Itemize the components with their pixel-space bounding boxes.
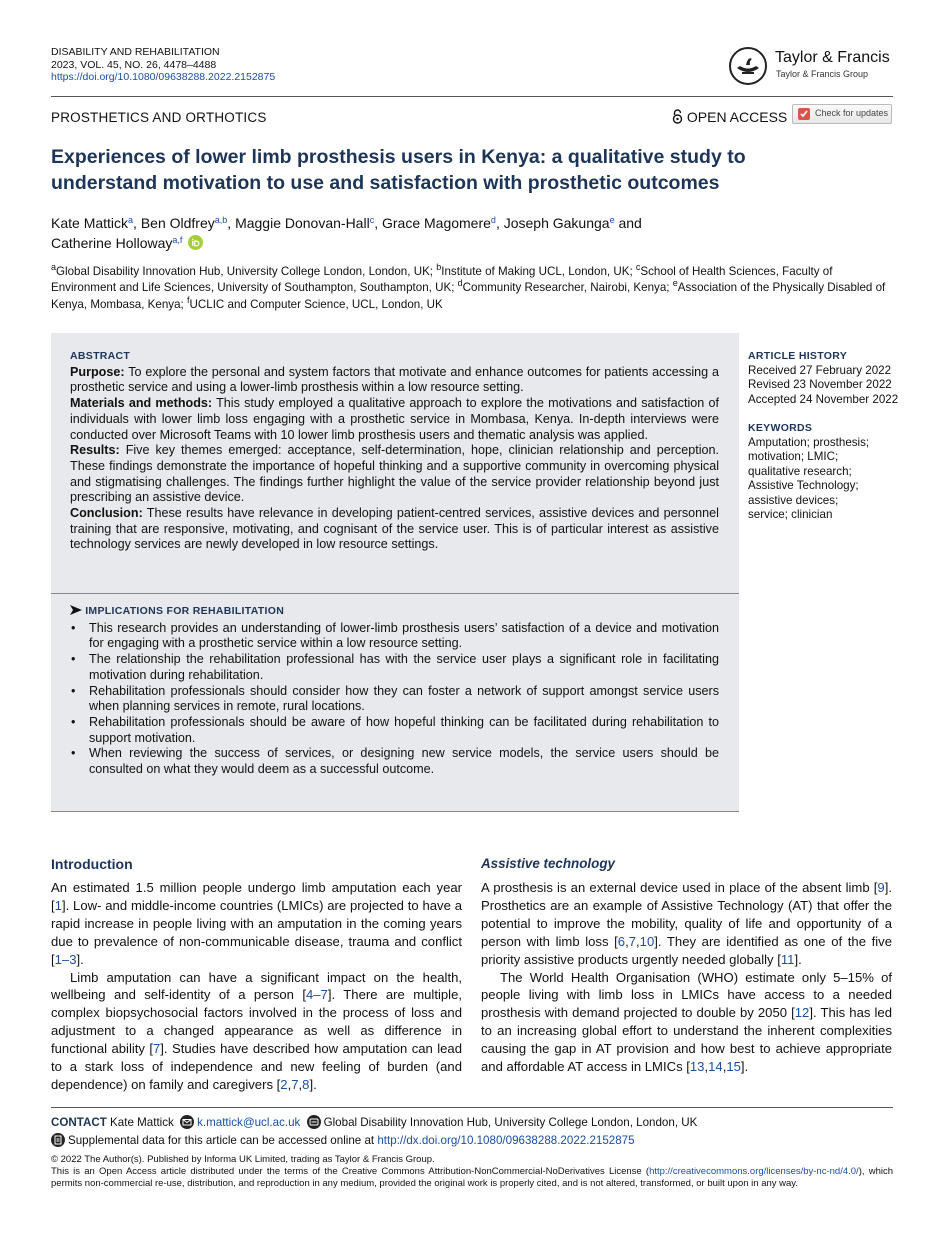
journal-name: DISABILITY AND REHABILITATION bbox=[51, 46, 220, 58]
paragraph bbox=[51, 969, 462, 1094]
affiliation-text: Institute of Making UCL, London, UK; bbox=[441, 265, 636, 278]
affiliation-key: c bbox=[635, 262, 641, 272]
affiliation-key: e bbox=[672, 278, 678, 289]
assistive-technology-heading: Assistive technology bbox=[481, 856, 615, 871]
publisher-name: Taylor & Francis bbox=[775, 49, 890, 66]
paragraph-text: ]. They are identified as one of the five priority assistive products urgently needed globally [ bbox=[481, 933, 892, 967]
abstract-purpose-text: To explore the personal and system factors that motivate and enhance outcomes for patients accessing a prosthetic service and using a lower-limb prosthesis within a low resource setting. bbox=[70, 364, 719, 395]
paragraph-text: Limb amputation can have a significant impact on the health, wellbeing and self-identity of a person [ bbox=[51, 969, 462, 1003]
taylor-francis-lamp-icon bbox=[728, 46, 768, 86]
affiliation-key: b bbox=[436, 262, 442, 272]
paragraph bbox=[51, 879, 462, 969]
affiliation-key: f bbox=[186, 294, 190, 305]
contact-label: CONTACT bbox=[51, 1116, 107, 1129]
author-name: Catherine Holloway bbox=[51, 235, 173, 251]
keyword-line: qualitative research; bbox=[748, 464, 852, 478]
orcid-icon[interactable] bbox=[188, 235, 203, 250]
citation-link[interactable]: 8 bbox=[302, 1076, 310, 1092]
author-separator: , bbox=[227, 215, 236, 231]
abstract-conclusion-text: These results have relevance in developing patient-centred services, assistive devices and personnel training that are responsive, motivating, and cognisant of the service user. This is of particular interest as assistive technology services are newly developed in low resource settings. bbox=[70, 506, 719, 552]
keyword-line: service; clinician bbox=[748, 508, 833, 521]
paragraph-text: ]. This has led to an increasing global effort to understand the inherent complexities causing the gap in AT provision and how best to achieve appropriate and affordable AT access in LMICs [ bbox=[481, 1005, 892, 1075]
supplemental-link[interactable]: http://dx.doi.org/10.1080/09638288.2022.2152875 bbox=[377, 1134, 635, 1147]
abstract-divider bbox=[51, 593, 739, 594]
header-divider bbox=[51, 96, 893, 97]
implications-for-rehabilitation bbox=[70, 604, 719, 778]
author-affiliation[interactable]: e bbox=[609, 215, 615, 225]
supplemental-text: Supplemental data for this article can be accessed online at bbox=[68, 1134, 378, 1147]
introduction-heading: Introduction bbox=[51, 856, 133, 872]
list-item: • Rehabilitation professionals should be aware of how hopeful thinking can be facilitated during rehabilitation to support motivation. bbox=[70, 715, 719, 746]
affiliation-text: Global Disability Innovation Hub, University College London, London, UK; bbox=[56, 265, 437, 278]
affiliation-text: Community Researcher, Nairobi, Kenya; bbox=[462, 281, 673, 295]
license-text-end: ), which permits non-commercial re-use, distribution, and reproduction in any medium, provided the original work is properly cited, and is not altered, transformed, or built upon in any way. bbox=[51, 1166, 893, 1189]
citation-link[interactable]: 2 bbox=[280, 1076, 288, 1092]
paragraph-text: , bbox=[636, 933, 640, 949]
author-name: Joseph Gakunga bbox=[503, 215, 610, 231]
author-separator: and bbox=[614, 215, 642, 231]
implications-list bbox=[70, 621, 719, 778]
list-item: • When reviewing the success of services, or designing new service models, the service users should be consulted on what they would deem as a successful outcome. bbox=[70, 746, 719, 777]
paragraph-text: ]. bbox=[309, 1076, 317, 1092]
history-revised: Revised 23 November 2022 bbox=[748, 378, 892, 391]
affiliation-key: d bbox=[457, 278, 463, 289]
author-name: Grace Magomere bbox=[381, 215, 491, 231]
article-history bbox=[748, 349, 908, 407]
paragraph-text: , bbox=[704, 1059, 709, 1075]
keywords bbox=[748, 421, 908, 523]
paragraph-text: ]. bbox=[76, 951, 84, 967]
author-affiliation[interactable]: a,b bbox=[214, 215, 228, 225]
affiliation-text: School of Health Sciences, Faculty of Environment and Life Sciences, University of Southampton, Southampton, UK; bbox=[51, 265, 833, 295]
check-updates-icon bbox=[797, 107, 811, 121]
check-for-updates-button[interactable] bbox=[792, 104, 892, 124]
abstract-methods bbox=[70, 396, 719, 443]
publisher-logo[interactable] bbox=[728, 46, 898, 86]
journal-doi-link[interactable]: https://doi.org/10.1080/09638288.2022.2152875 bbox=[51, 71, 276, 84]
arrow-icon bbox=[70, 605, 82, 615]
contact-address: Global Disability Innovation Hub, University College London, London, UK bbox=[323, 1116, 698, 1129]
paragraph-text: An estimated 1.5 million people undergo limb amputation each year [ bbox=[51, 880, 462, 913]
author-name: Kate Mattick bbox=[51, 215, 129, 231]
citation-link[interactable]: 14 bbox=[708, 1059, 723, 1075]
author-name: Maggie Donovan-Hall bbox=[235, 215, 370, 231]
affiliations bbox=[51, 264, 896, 313]
license-text-start: This is an Open Access article distributed under the terms of the Creative Commons Attribution-NonCommercial-NoDerivatives License ( bbox=[51, 1166, 650, 1177]
paragraph bbox=[481, 969, 892, 1076]
publisher-group: Taylor & Francis Group bbox=[776, 69, 869, 79]
citation-link[interactable]: 12 bbox=[794, 1005, 810, 1021]
citation-link[interactable]: 15 bbox=[726, 1059, 741, 1075]
author-list bbox=[51, 213, 881, 253]
citation-link[interactable]: 10 bbox=[639, 933, 655, 949]
keyword-line: assistive devices; bbox=[748, 493, 839, 507]
history-accepted: Accepted 24 November 2022 bbox=[748, 392, 899, 406]
author-name: Ben Oldfrey bbox=[140, 215, 215, 231]
list-item: • This research provides an understanding of lower-limb prosthesis users’ satisfaction of a device and motivation for engaging with a prosthetic service within a low resource setting. bbox=[70, 621, 719, 652]
keyword-line: motivation; LMIC; bbox=[748, 450, 839, 463]
email-icon bbox=[180, 1115, 194, 1129]
citation-link[interactable]: 11 bbox=[780, 951, 795, 967]
abstract-results bbox=[70, 443, 719, 506]
list-item: • The relationship the rehabilitation professional has with the service user plays a significant role in facilitating motivation during rehabilitation. bbox=[70, 652, 719, 683]
citation-link[interactable]: 13 bbox=[689, 1059, 705, 1075]
citation-link[interactable]: 7 bbox=[291, 1076, 299, 1092]
affiliation-text: UCLIC and Computer Science, UCL, London, UK bbox=[189, 297, 443, 311]
abstract-heading: ABSTRACT bbox=[70, 350, 131, 362]
paragraph-text: , bbox=[298, 1076, 303, 1092]
body-column-left bbox=[51, 855, 462, 1094]
paragraph-text: The World Health Organisation (WHO) estimate only 5–15% of people living with limb loss in LMICs have access to a needed prosthesis with demand projected to double by 2050 [ bbox=[481, 969, 892, 1021]
paragraph-text: ]. Prosthetics are an example of Assistive Technology (AT) that offer the potential to improve the mobility, quality of life and opportunity of a person with limb loss [ bbox=[481, 880, 892, 949]
address-icon bbox=[307, 1115, 321, 1129]
abstract-purpose-label: Purpose: bbox=[70, 364, 125, 379]
open-access-label: OPEN ACCESS bbox=[686, 109, 788, 125]
license-text bbox=[51, 1166, 893, 1190]
journal-volume: 2023, VOL. 45, NO. 26, 4478–4488 bbox=[51, 58, 217, 71]
paragraph-text: , bbox=[287, 1076, 292, 1092]
paragraph-text: , bbox=[625, 933, 629, 949]
paragraph-text: ]. Low- and middle-income countries (LMICs) are projected to have a rapid increase in people living with an amputation in the coming years due to prevalence of non-communicable disease, trauma and conflict [ bbox=[51, 897, 462, 967]
contact-line bbox=[51, 1115, 697, 1131]
implications-heading-label: IMPLICATIONS FOR REHABILITATION bbox=[85, 605, 285, 617]
paragraph-text: ]. Studies have described how amputation can lead to a stark loss of independence and new feeling of burden (and dependence) on family and caregivers [ bbox=[51, 1041, 462, 1092]
history-received: Received 27 February 2022 bbox=[748, 363, 892, 377]
paragraph-text: A prosthesis is an external device used in place of the absent limb [ bbox=[481, 880, 878, 895]
citation-link[interactable]: 6 bbox=[617, 933, 626, 949]
copyright-notice bbox=[51, 1154, 893, 1190]
abstract-conclusion-label: Conclusion: bbox=[70, 506, 143, 521]
paragraph-text: , bbox=[722, 1059, 727, 1075]
paragraph-text: ]. bbox=[794, 951, 802, 967]
footer-divider bbox=[51, 1107, 893, 1108]
affiliation-text: Association of the Physically Disabled of Kenya, Mombasa, Kenya; bbox=[51, 281, 886, 311]
check-for-updates-label: Check for updates bbox=[815, 108, 889, 118]
author-affiliation[interactable]: c bbox=[369, 215, 375, 225]
author-separator: , bbox=[133, 215, 141, 231]
article-title: Experiences of lower limb prosthesis users in Kenya: a qualitative study to understand motivation to use and satisfaction with prosthetic outcomes bbox=[51, 146, 746, 194]
article-history-heading: ARTICLE HISTORY bbox=[748, 350, 848, 362]
abstract-results-label: Results: bbox=[70, 443, 120, 458]
journal-info bbox=[51, 46, 275, 84]
abstract-methods-text: This study employed a qualitative approach to explore the motivations and satisfaction of individuals with lower limb loss engaging with a prosthetic service in Mombasa, Kenya. In-depth interviews were conducted over Microsoft Teams with 10 lower limb prosthesis users and thematic analysis was applied. bbox=[70, 396, 719, 442]
implications-heading bbox=[70, 604, 719, 620]
abstract-conclusion bbox=[70, 506, 719, 553]
author-affiliation[interactable]: a bbox=[128, 215, 134, 225]
citation-link[interactable]: 7 bbox=[153, 1041, 161, 1057]
contact-name: Kate Mattick bbox=[110, 1116, 174, 1129]
citation-link[interactable]: 9 bbox=[877, 880, 885, 895]
open-access-lock-icon bbox=[672, 109, 683, 124]
copyright-line: © 2022 The Author(s). Published by Informa UK Limited, trading as Taylor & Francis Group. bbox=[51, 1154, 435, 1165]
author-separator: , bbox=[495, 215, 504, 231]
keywords-heading: KEYWORDS bbox=[748, 422, 813, 434]
license-link[interactable]: http://creativecommons.org/licenses/by-nc-nd/4.0/ bbox=[649, 1166, 859, 1177]
supplemental-line bbox=[51, 1133, 635, 1149]
citation-link[interactable]: 1 bbox=[54, 897, 62, 913]
paragraph-text: ]. bbox=[740, 1059, 749, 1075]
open-access-badge bbox=[672, 109, 787, 125]
citation-link[interactable]: 4–7 bbox=[305, 987, 328, 1003]
abstract-methods-label: Materials and methods: bbox=[70, 396, 213, 411]
author-separator: , bbox=[374, 215, 382, 231]
list-item: • Rehabilitation professionals should consider how they can foster a network of support amongst service users when planning services in remote, rural locations. bbox=[70, 684, 719, 715]
section-label: PROSTHETICS AND ORTHOTICS bbox=[51, 110, 267, 125]
affiliation-key: a bbox=[51, 262, 57, 272]
abstract-purpose bbox=[70, 365, 719, 396]
supplemental-icon bbox=[51, 1133, 65, 1147]
abstract-results-text: Five key themes emerged: acceptance, self-determination, hope, clinician relationship and perception. These findings demonstrate the importance of hopeful thinking and a supportive community in overcoming physical and stigmatising challenges. The findings further highlight the value of the service provider relationship beyond just prescribing an assistive device. bbox=[70, 443, 720, 505]
citation-link[interactable]: 1–3 bbox=[54, 951, 77, 967]
author-affiliation[interactable]: a,f bbox=[172, 235, 183, 245]
paragraph-text: ]. There are multiple, complex biopsychosocial factors involved in the process of loss and adjustment to a changed appearance as well as difference in functional ability [ bbox=[51, 987, 462, 1057]
contact-email-link[interactable]: k.mattick@ucl.ac.uk bbox=[197, 1116, 301, 1129]
keyword-line: Amputation; prosthesis; bbox=[748, 435, 870, 449]
body-column-right bbox=[481, 855, 892, 1076]
paragraph bbox=[481, 879, 892, 969]
keyword-line: Assistive Technology; bbox=[748, 479, 859, 492]
citation-link[interactable]: 7 bbox=[628, 933, 637, 949]
author-affiliation[interactable]: d bbox=[490, 215, 496, 225]
abstract bbox=[70, 349, 719, 553]
